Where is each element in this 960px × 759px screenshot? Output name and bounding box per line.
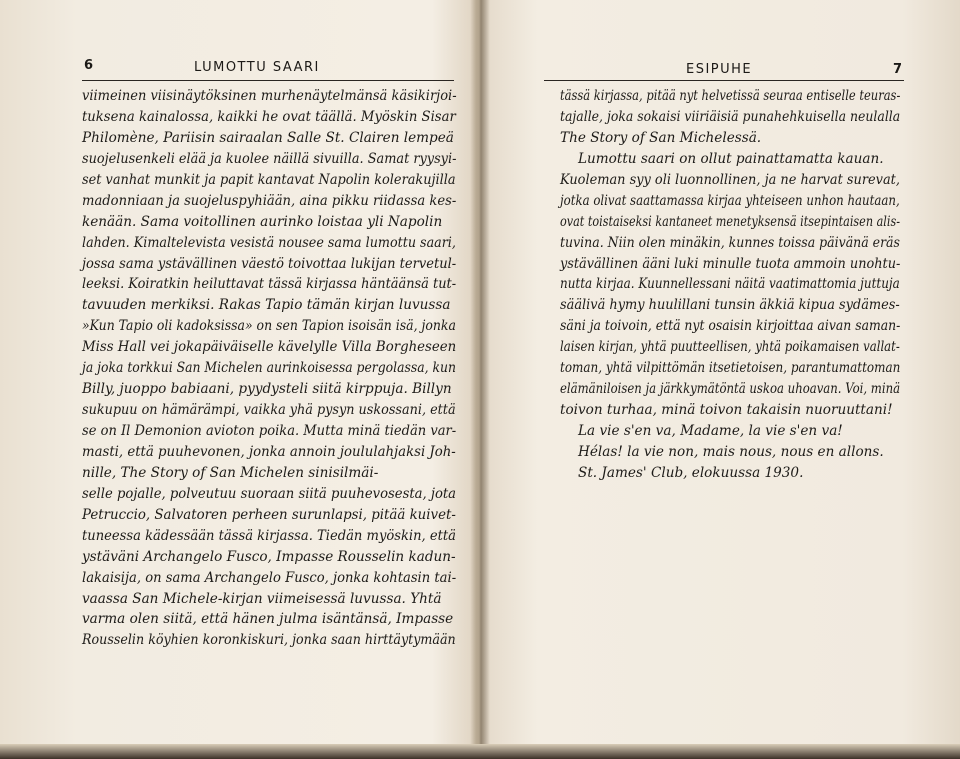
text-line: Philomène, Pariisin sairaalan Salle St. Clairen lempeä bbox=[82, 129, 454, 146]
text-line: tuvina. Niin olen minäkin, kunnes toissa päivänä eräs bbox=[560, 234, 900, 251]
text-line: laisen kirjan, yhtä puutteellisen, yhtä poikamaisen vallat- bbox=[560, 339, 900, 356]
text-line: leeksi. Koiratkin heiluttavat tässä kirjassa häntäänsä tut- bbox=[82, 276, 457, 293]
text-line: Miss Hall vei jokapäiväiselle kävelylle Villa Borgheseen bbox=[82, 339, 457, 356]
text-line: ja joka torkkui San Michelen aurinkoisessa pergolassa, kun bbox=[82, 360, 456, 377]
text-line: suojelusenkeli elää ja kuolee näillä sivuilla. Samat ryysyi- bbox=[82, 150, 457, 167]
text-line: La vie s'en va, Madame, la vie s'en va! bbox=[578, 423, 843, 439]
left-page-text bbox=[82, 86, 456, 651]
text-line: kenään. Sama voitollinen aurinko loistaa yli Napolin bbox=[82, 213, 443, 230]
text-line: St. James' Club, elokuussa 1930. bbox=[578, 464, 804, 481]
text-line: madonniaan ja suojeluspyhiään, aina pikku riidassa kes- bbox=[82, 192, 457, 209]
text-line: säälivä hymy huulillani tunsin äkkiä kipua sydämes- bbox=[560, 297, 900, 314]
text-line: lahden. Kimaltelevista vesistä nousee sama lumottu saari, bbox=[82, 234, 456, 251]
text-line: säni ja toivoin, että nyt osaisin kirjoittaa aivan saman- bbox=[560, 318, 901, 335]
right-running-head: ESIPUHE bbox=[686, 62, 753, 77]
text-line: Lumottu saari on ollut painattamatta kauan. bbox=[578, 150, 884, 167]
text-line: The Story of San Michelessä. bbox=[560, 129, 762, 146]
right-header-rule bbox=[544, 80, 904, 81]
text-line: tajalle, joka sokaisi viiriäisiä punahehkuisella neulalla bbox=[560, 108, 901, 125]
right-page bbox=[490, 0, 960, 744]
text-line: vaassa San Michele-kirjan viimeisessä luvussa. Yhtä bbox=[82, 590, 442, 607]
text-line: Rousselin köyhien koronkiskuri, jonka saan hirttäytymään bbox=[82, 632, 456, 649]
text-line: tuneessa kädessään tässä kirjassa. Tiedän myöskin, että bbox=[82, 527, 456, 544]
text-line: viimeinen viisinäytöksinen murhenäytelmänsä käsikirjoi- bbox=[82, 88, 457, 104]
book-gutter bbox=[470, 0, 490, 759]
text-line: nutta kirjaa. Kuunnellessani näitä vaatimattomia juttuja bbox=[560, 276, 900, 293]
right-page-text bbox=[560, 86, 900, 484]
left-page bbox=[0, 0, 470, 744]
text-line: toman, yhtä vilpittömän itsetietoisen, parantumattoman bbox=[560, 360, 901, 377]
text-line: se on Il Demonion avioton poika. Mutta minä tiedän var- bbox=[82, 423, 457, 439]
text-line: ystävällinen ääni luki minulle tuota ammoin unohtu- bbox=[560, 255, 901, 272]
left-page-number: 6 bbox=[84, 58, 95, 73]
text-line: masti, että puuhevonen, jonka annoin joululahjaksi Joh- bbox=[82, 443, 456, 460]
text-line: sukupuu on hämärämpi, vaikka yhä pysyn uskossani, että bbox=[82, 402, 456, 419]
text-line: Hélas! la vie non, mais nous, nous en allons. bbox=[578, 443, 884, 460]
left-header-rule bbox=[82, 80, 454, 81]
text-line: tavuuden merkiksi. Rakas Tapio tämän kirjan luvussa bbox=[82, 297, 451, 314]
text-line: ystäväni Archangelo Fusco, Impasse Rousselin kadun- bbox=[82, 548, 456, 565]
text-line: varma olen siitä, että hänen julma isäntänsä, Impasse bbox=[82, 611, 454, 628]
text-line: set vanhat munkit ja papit kantavat Napolin kolerakujilla bbox=[82, 171, 456, 188]
text-line: ovat toistaiseksi kantaneet menetyksensä itsepintaisen alis- bbox=[560, 213, 901, 230]
text-line: tässä kirjassa, pitää nyt helvetissä seuraa entiselle teuras- bbox=[560, 88, 901, 104]
text-line: Petruccio, Salvatoren perheen surunlapsi, pitää kuivet- bbox=[82, 506, 456, 523]
scan-bottom-edge bbox=[0, 744, 960, 759]
text-line: selle pojalle, polveutuu suoraan siitä puuhevosesta, jota bbox=[82, 485, 457, 502]
right-page-number: 7 bbox=[892, 62, 903, 77]
text-line: jotka olivat saattamassa kirjaa yhteiseen unhon hautaan, bbox=[560, 192, 900, 209]
left-page-header bbox=[84, 58, 454, 78]
text-line: nille, The Story of San Michelen sinisilmäi- bbox=[82, 464, 379, 481]
text-line: jossa sama ystävällinen väestö toivottaa lukijan tervetul- bbox=[82, 255, 457, 272]
text-line: toivon turhaa, minä toivon takaisin nuoruuttani! bbox=[560, 402, 893, 419]
text-line: Billy, juoppo babiaani, pyydysteli siitä kirppuja. Billyn bbox=[82, 381, 452, 398]
text-line: Kuoleman syy oli luonnollinen, ja ne harvat surevat, bbox=[560, 171, 900, 188]
text-line: »Kun Tapio oli kadoksissa» on sen Tapion isoisän isä, jonka bbox=[82, 318, 456, 335]
text-line: elämäniloisen ja järkkymätöntä uskoa uhoavan. Voi, minä bbox=[560, 381, 901, 398]
text-line: tuksena kainalossa, kaikki he ovat täällä. Myöskin Sisar bbox=[82, 108, 456, 125]
text-line: lakaisija, on sama Archangelo Fusco, jonka kohtasin tai- bbox=[82, 569, 457, 586]
left-running-head: LUMOTTU SAARI bbox=[194, 60, 320, 75]
right-page-header bbox=[548, 58, 903, 78]
